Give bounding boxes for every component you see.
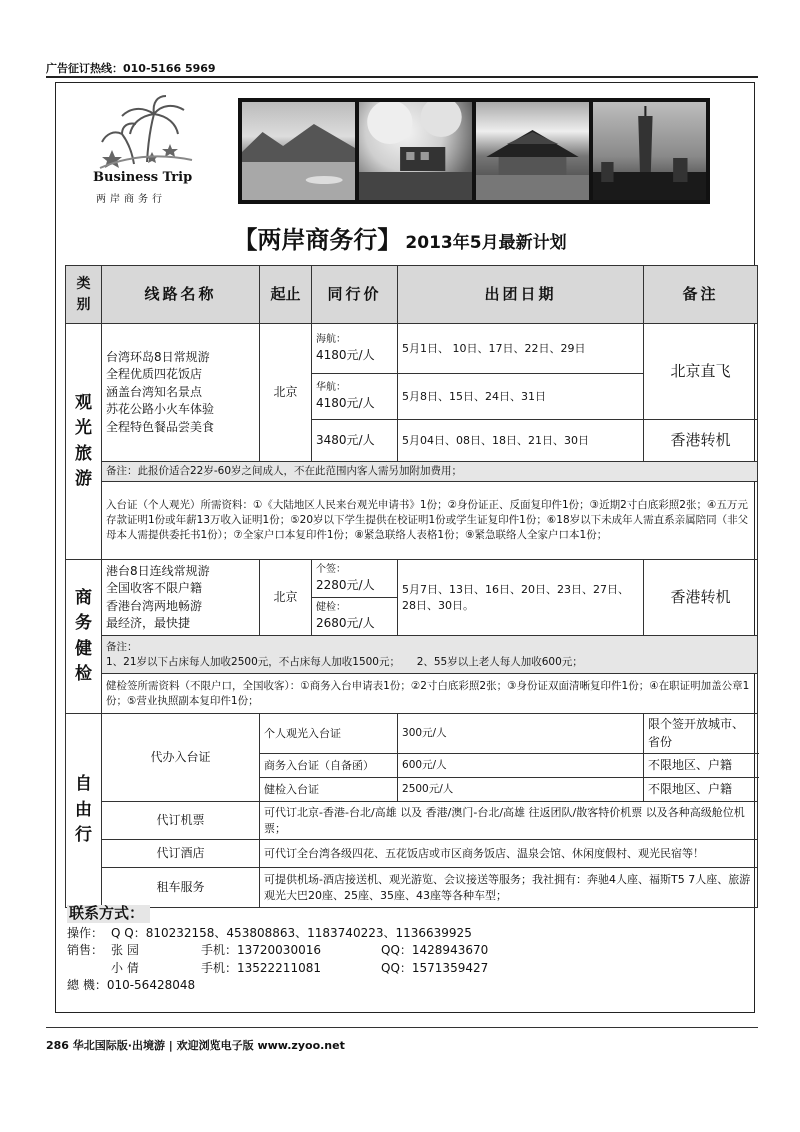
train-photo [359,102,472,200]
business-dates: 5月7日、13日、16日、20日、23日、27日、28日、30日。 [398,560,644,636]
note-lines [106,655,753,670]
price-cell: 3480元/人 [312,420,398,462]
price-label: 健检： [316,601,347,613]
service-name: 代订酒店 [102,840,260,868]
table-row [66,868,758,908]
lake-photo [242,102,355,200]
visa-price: 2500元/人 [398,778,644,802]
page-footer: 286 华北国际版·出境游 | 欢迎浏览电子版 www.zyoo.net [46,1039,345,1052]
table-row [66,636,758,674]
category-sightseeing: 观光旅游 [66,324,102,560]
price-label: 华航： [316,381,347,393]
visa-name: 个人观光入台证 [260,714,398,754]
business-city: 北京 [260,560,312,636]
service-name: 代订机票 [102,802,260,840]
remark-direct: 北京直飞 [644,324,758,420]
contact-section [67,905,755,995]
service-desc: 可代订全台湾各级四花、五花饭店或市区商务饭店、温泉会馆、休闲度假村、观光民宿等！ [260,840,758,868]
note-line-2: 2、55岁以上老人每人加收600元； [416,655,583,668]
visa-note: 限个签开放城市、省份 [644,714,758,754]
visa-price: 300元/人 [398,714,644,754]
price-value: 2280元/人 [316,578,375,593]
header-category: 类别 [66,266,102,324]
route-line: 台湾环岛8日常规游 [106,350,210,365]
visa-name: 健检入台证 [260,778,398,802]
top-divider [46,76,758,78]
service-desc: 可提供机场-酒店接送机、观光游览、会议接送等服务；我社拥有：奔驰4人座、福斯T5 7人座、旅游观光大巴20座、25座、35座、43座等各种车型； [260,868,758,908]
ops-label: 操作： [67,925,104,940]
category-business: 商务健检 [66,560,102,714]
sales-phone: 手机：13720030016 [201,943,321,958]
sales-qq: QQ：1428943670 [381,943,489,958]
route-line: 全国收客不限户籍 [106,581,203,596]
sales-qq: QQ：1571359427 [381,960,489,975]
dates-cell: 5月1日、 10日、17日、22日、29日 [398,324,644,374]
title-subtitle: 2013年5月最新计划 [405,233,567,253]
header-remarks: 备注 [644,266,758,324]
price-cell [312,560,398,598]
sales-name: 小 倩 [111,960,139,975]
dates-cell: 5月8日、15日、24日、31日 [398,374,644,420]
price-label: 个签： [316,563,347,575]
route-line: 全程优质四花饭店 [106,367,203,382]
price-label: 海航： [316,333,347,345]
business-route [102,560,260,636]
table-row [66,840,758,868]
price-cell [312,374,398,420]
dates-cell: 5月04日、08日、18日、21日、30日 [398,420,644,462]
route-line: 最经济，最快捷 [106,616,191,631]
route-line: 涵盖台湾知名景点 [106,384,203,399]
remark-transfer: 香港转机 [644,420,758,462]
note-title: 备注： [106,640,138,653]
visa-name: 商务入台证（自备函） [260,754,398,778]
title-brand: 【两岸商务行】 [233,226,402,254]
footer-divider [46,1027,758,1028]
sales-spacer [67,960,111,978]
visa-note: 不限地区、户籍 [644,778,758,802]
ops-row [67,925,755,943]
visa-price: 600元/人 [398,754,644,778]
main-line: 總 機：010-56428048 [67,978,196,993]
header-city: 起止 [260,266,312,324]
sales-row [67,942,755,960]
temple-photo [476,102,589,200]
table-header-row [66,266,758,324]
business-docs: 健检签所需资料（不限户口，全国收客）：①商务入台申请表1份；②2寸白底彩照2张；③身份证双面清晰复印件1份；④在职证明加盖公章1份；⑤营业执照副本复印件1份； [102,674,758,714]
sales-name: 张 园 [111,943,139,958]
itinerary-table [65,265,758,908]
header-price: 同行价 [312,266,398,324]
table-row [66,802,758,840]
sales-label: 销售： [67,943,104,958]
ops-qq: Q Q：810232158、453808863、1183740223、1136639925 [111,925,472,940]
price-value: 4180元/人 [316,348,375,363]
contact-title: 联系方式： [67,905,150,923]
visa-note: 不限地区、户籍 [644,754,758,778]
table-row [66,462,758,482]
table-row [66,482,758,560]
table-row [66,324,758,374]
business-remark: 香港转机 [644,560,758,636]
header-route: 线路名称 [102,266,260,324]
visa-service-label: 代办入台证 [102,714,260,802]
photo-strip [238,98,710,204]
business-note [102,636,758,674]
ad-hotline: 广告征订热线：010-5166 5969 [46,62,216,75]
table-row [66,674,758,714]
logo-english: Business Trip [93,170,193,185]
route-line: 港台8日连线常规游 [106,563,210,578]
price-cell [312,324,398,374]
route-line: 香港台湾两地畅游 [106,598,203,613]
service-name: 租车服务 [102,868,260,908]
price-value: 4180元/人 [316,396,375,411]
table-row [66,714,758,754]
taipei101-photo [593,102,706,200]
route-line: 全程特色餐品尝美食 [106,419,215,434]
service-desc: 可代订北京-香港-台北/高雄 以及 香港/澳门-台北/高雄 往返团队/散客特价机票 以及各种高级舱位机票； [260,802,758,840]
sightseeing-route [102,324,260,462]
price-value: 2680元/人 [316,616,375,631]
sightseeing-docs: 入台证（个人观光）所需资料：①《大陆地区人民来台观光申请书》1份；②身份证正、反面复印件1份；③近期2寸白底彩照2张；④五万元存款证明1份或年薪13万收入证明1份；⑤20岁以下学生提供在校证明1份或学生证复印件1份；⑥18岁以下未成年人需直系亲属陪同（非父母本人需提供委托书1份）；⑦全家户口本复印件1份；⑧紧急联络人表格1份；⑨紧急联络人全家户口本1份； [102,482,758,560]
page-title [0,220,800,255]
sightseeing-note: 备注：此报价适合22岁-60岁之间成人，不在此范围内客人需另加附加费用； [102,462,758,482]
price-cell [312,598,398,636]
route-line: 苏花公路小火车体验 [106,402,215,417]
header-dates: 出团日期 [398,266,644,324]
category-free: 自由行 [66,714,102,908]
sightseeing-city: 北京 [260,324,312,462]
sales-phone: 手机：13522211081 [201,960,321,975]
sales-row [67,960,755,978]
table-row [66,560,758,598]
note-line-1: 1、21岁以下占床每人加收2500元，不占床每人加收1500元； [106,655,400,668]
logo-chinese: 两岸商务行 [96,194,166,205]
